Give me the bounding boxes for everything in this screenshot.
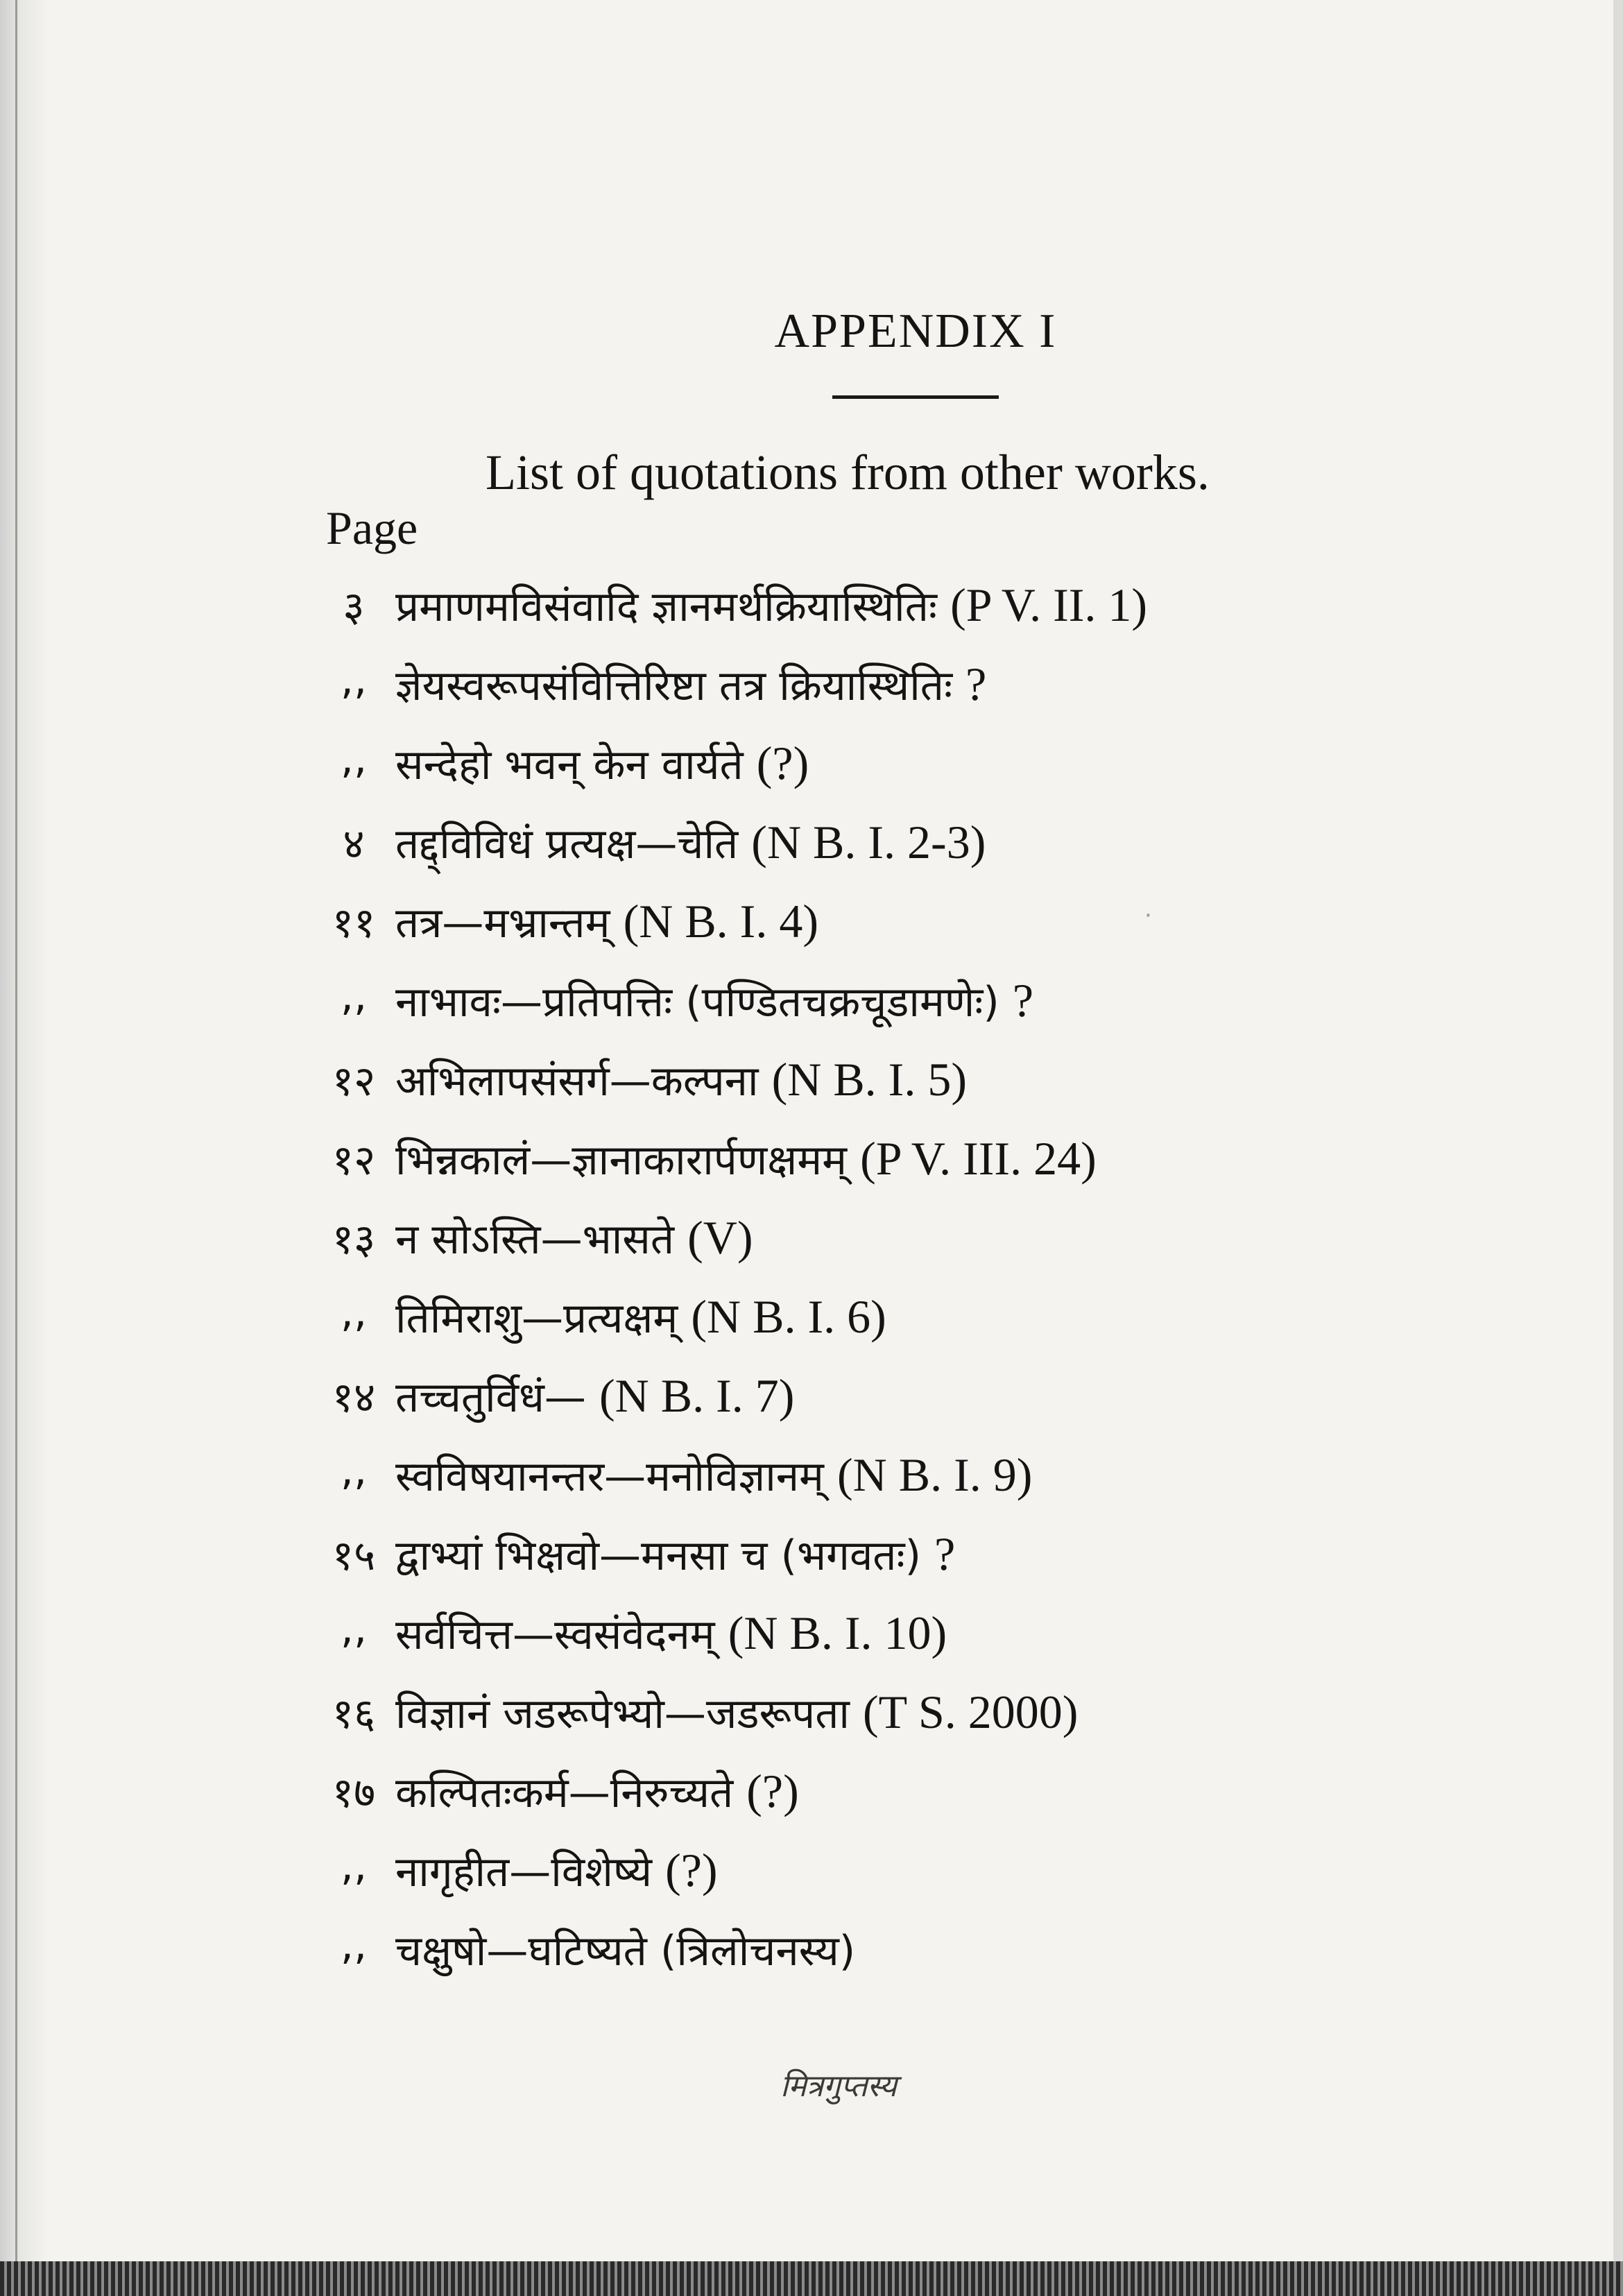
quotation-entry <box>319 1831 1498 1910</box>
entry-reference: (N B. I. 4) <box>623 895 818 948</box>
entry-page-number: १५ <box>332 1532 376 1580</box>
entry-page-number: ,, <box>340 735 368 783</box>
entry-reference: (P V. III. 24) <box>860 1132 1097 1185</box>
entry-text <box>395 1921 855 1978</box>
quotation-entry <box>319 882 1498 961</box>
entry-quotation: तत्र—मभ्रान्तम् <box>395 899 610 948</box>
entry-quotation: विज्ञानं जडरूपेभ्यो—जडरूपता <box>395 1690 850 1738</box>
quotation-entry <box>319 1356 1498 1435</box>
entry-quotation: सर्वचित्त—स्वसंवेदनम् <box>395 1611 715 1659</box>
heading-rule <box>832 395 999 399</box>
quotation-entry <box>319 803 1498 882</box>
entry-text <box>395 1209 753 1266</box>
entry-page-number: ,, <box>340 972 368 1020</box>
entry-reference: ? <box>965 658 987 710</box>
entry-quotation: स्वविषयानन्तर—मनोविज्ञानम् <box>395 1453 824 1501</box>
entry-reference: (P V. II. 1) <box>950 579 1148 631</box>
entry-text <box>395 576 1147 633</box>
quotation-entry <box>319 1435 1498 1514</box>
entry-page-number: १४ <box>332 1373 376 1422</box>
page-title: APPENDIX I <box>774 305 1057 358</box>
entry-page-number: ,, <box>340 1842 368 1890</box>
entry-page-number: ,, <box>340 1446 368 1495</box>
quotation-entry <box>319 1593 1498 1672</box>
entry-page-number: ,, <box>340 1288 368 1337</box>
entry-page-number: १२ <box>332 1136 376 1185</box>
entry-page-number: ११ <box>332 899 376 948</box>
binding-line <box>15 0 17 2296</box>
entry-page-number: १२ <box>332 1057 376 1106</box>
entry-page-number: ,, <box>340 656 368 704</box>
entry-quotation: नागृहीत—विशेष्ये <box>395 1848 653 1896</box>
quotation-entry <box>319 1040 1498 1119</box>
entry-reference: (N B. I. 2-3) <box>751 816 986 868</box>
entry-text <box>395 1763 799 1819</box>
entry-page-number: ,, <box>340 1921 368 1969</box>
entry-page-number: १३ <box>332 1215 376 1264</box>
entry-text <box>395 893 818 950</box>
entry-page-number: ,, <box>340 1604 368 1653</box>
entry-quotation: तिमिराशु—प्रत्यक्षम् <box>395 1294 678 1343</box>
entry-text <box>395 1288 886 1345</box>
entry-text <box>395 972 1033 1029</box>
quotation-entry <box>319 644 1498 723</box>
entry-reference: ? <box>934 1527 956 1580</box>
entry-reference: (N B. I. 7) <box>599 1369 795 1422</box>
entry-quotation: चक्षुषो—घटिष्यते (त्रिलोचनस्य) <box>395 1927 856 1976</box>
entry-reference: (?) <box>746 1765 799 1817</box>
entry-quotation: तद्द्विविधं प्रत्यक्ष—चेति <box>395 820 739 868</box>
entry-page-number: ४ <box>343 820 365 868</box>
entry-text <box>395 1130 1097 1187</box>
entry-reference: (N B. I. 10) <box>728 1607 947 1659</box>
entry-text <box>395 1604 947 1661</box>
entry-quotation: अभिलापसंसर्ग—कल्पना <box>395 1057 759 1106</box>
entry-reference: ? <box>1012 974 1033 1027</box>
entry-text <box>395 1051 967 1108</box>
entry-text <box>395 1525 955 1582</box>
margin-mark: · <box>1144 902 1152 929</box>
entry-quotation: प्रमाणमविसंवादि ज्ञानमर्थक्रियास्थितिः <box>395 583 938 631</box>
entry-reference: (T S. 2000) <box>863 1686 1079 1738</box>
entry-quotation: द्वाभ्यां भिक्षवो—मनसा च (भगवतः) <box>395 1532 922 1580</box>
subtitle: List of quotations from other works. <box>486 445 1210 500</box>
page-edge-left <box>0 0 49 2296</box>
entry-page-number: १७ <box>332 1769 376 1817</box>
entry-page-number: ३ <box>343 583 365 631</box>
quotation-entry <box>319 1198 1498 1277</box>
quotation-entry <box>319 961 1498 1040</box>
quotation-entry <box>319 1751 1498 1831</box>
entry-text <box>395 1367 794 1424</box>
entry-text <box>395 1842 718 1899</box>
entry-text <box>395 814 986 871</box>
quotation-entry <box>319 1672 1498 1751</box>
entry-text <box>395 1446 1032 1503</box>
quotation-list <box>319 565 1498 1989</box>
quotation-entry <box>319 1277 1498 1356</box>
page-edge-right <box>1613 0 1623 2296</box>
quotation-entry <box>319 1514 1498 1593</box>
entry-text <box>395 1684 1078 1740</box>
entry-reference: (?) <box>665 1844 718 1896</box>
entry-quotation: तच्चतुर्विधं— <box>395 1373 586 1422</box>
entry-quotation: न सोऽस्ति—भासते <box>395 1215 675 1264</box>
entry-quotation: ज्ञेयस्वरूपसंवित्तिरिष्टा तत्र क्रियास्थितिः <box>395 662 953 710</box>
quotation-entry <box>319 565 1498 644</box>
quotation-entry <box>319 723 1498 803</box>
entry-text <box>395 735 809 791</box>
page-column-label: Page <box>326 502 418 554</box>
entry-reference: (N B. I. 5) <box>771 1053 967 1106</box>
quotation-entry <box>319 1119 1498 1198</box>
entry-reference: (V) <box>687 1211 753 1264</box>
entry-quotation: कल्पितःकर्म—निरुच्यते <box>395 1769 734 1817</box>
entry-quotation: भिन्नकालं—ज्ञानाकारार्पणक्षमम् <box>395 1136 847 1185</box>
entry-page-number: १६ <box>332 1690 376 1738</box>
entry-reference: (?) <box>756 737 809 789</box>
entry-reference: (N B. I. 9) <box>837 1448 1033 1501</box>
entry-reference: (N B. I. 6) <box>691 1290 886 1343</box>
handwritten-note: मित्रगुप्तस्य <box>780 2068 898 2104</box>
quotation-entry <box>319 1910 1498 1989</box>
scan-bottom-band <box>0 2261 1623 2296</box>
entry-text <box>395 656 986 712</box>
entry-quotation: नाभावः—प्रतिपत्तिः (पण्डितचक्रचूडामणेः) <box>395 978 999 1027</box>
entry-quotation: सन्देहो भवन् केन वार्यते <box>395 741 744 789</box>
